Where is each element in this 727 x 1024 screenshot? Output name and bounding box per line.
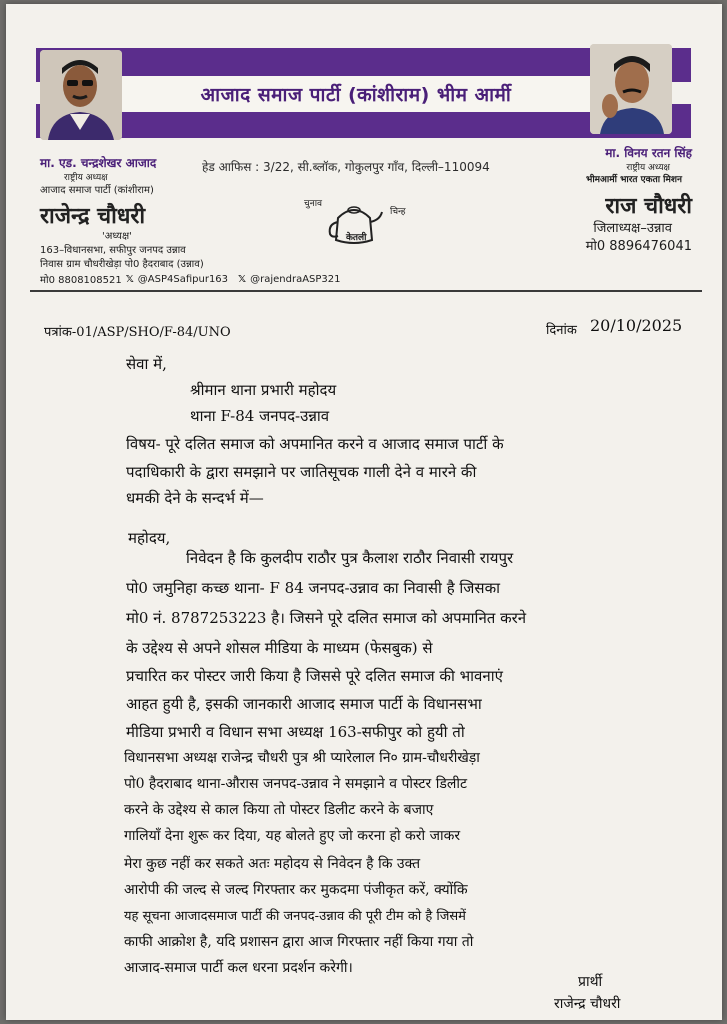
body-line: मीडिया प्रभारी व विधान सभा अध्यक्ष 163-सफीपुर को हुयी तो [126,723,465,741]
sender-name: राजेन्द्र चौधरी [40,204,146,229]
closing: प्रार्थी [578,974,603,990]
body-line: आजाद-समाज पार्टी कल धरना प्रदर्शन करेगी। [124,960,353,976]
body-line: आहत हुयी है, इसकी जानकारी आजाद समाज पार्टी के विधानसभा [126,695,482,713]
left-person-name: मा. एड. चन्द्रशेखर आजाद [40,156,157,170]
left-person-org: आजाद समाज पार्टी (कांशीराम) [40,185,154,196]
body-line: निवेदन है कि कुलदीप राठौर पुत्र कैलाश राठौर निवासी रायपुर [186,549,514,567]
district-president-title: जिलाध्यक्ष–उन्नाव [593,221,672,236]
left-person-role: राष्ट्रीय अध्यक्ष [64,173,108,183]
symbol-name: केतली [346,233,367,243]
date-label: दिनांक [546,323,577,338]
salutation: सेवा में, [126,355,167,373]
body-line: गालियाँ देना शुरू कर दिया, यह बोलते हुए जो करना हो करो जाकर [124,828,461,844]
symbol-label-right: चिन्ह [390,207,406,217]
body-line: पो0 जमुनिहा कच्छ थाना- F 84 जनपद-उन्नाव का निवासी है जिसका [126,579,500,597]
x-logo-icon: 𝕏 [238,273,247,285]
recipient-line-2: थाना F-84 जनपद-उन्नाव [190,407,330,425]
subject-line-3: धमकी देने के सन्दर्भ में— [126,489,264,507]
right-leader-photo [590,44,672,134]
sender-title: 'अध्यक्ष' [102,231,132,242]
sender-handle-2: @rajendraASP321 [250,273,341,285]
district-president-name: राज चौधरी [605,194,692,219]
body-line: करने के उद्देश्य से काल किया तो पोस्टर डिलीट करने के बजाए [124,802,434,818]
sender-contact-row [40,272,341,286]
right-person-name: मा. विनय रतन सिंह [605,146,692,160]
body-line: यह सूचना आजादसमाज पार्टी की जनपद-उन्नाव की पूरी टीम को है जिसमें [124,909,466,924]
body-line: प्रचारित कर पोस्टर जारी किया है जिससे पूरे दलित समाज की भावनाएं [126,667,503,685]
body-line: के उद्देश्य से अपने शोसल मीडिया के माध्यम (फेसबुक) से [126,639,433,657]
signature: राजेन्द्र चौधरी [554,996,621,1012]
right-person-org: भीमआर्मी भारत एकता मिशन [586,175,682,185]
body-line: मेरा कुछ नहीं कर सकते अतः महोदय से निवेदन है कि उक्त [124,856,421,872]
party-title: आजाद समाज पार्टी (कांशीराम) भीम आर्मी [112,76,600,112]
subject-line-2: पदाधिकारी के द्वारा समझाने पर जातिसूचक गाली देने व मारने की [126,463,477,481]
reference-number: पत्रांक-01/ASP/SHO/F-84/UNO [44,325,231,340]
body-line: विधानसभा अध्यक्ष राजेन्द्र चौधरी पुत्र श्री प्यारेलाल नि० ग्राम-चौधरीखेड़ा [124,750,480,766]
body-line: काफी आक्रोश है, यदि प्रशासन द्वारा आज गिरफ्तार नहीं किया गया तो [124,934,474,950]
district-president-mobile: मो0 8896476041 [585,239,692,254]
sender-mobile: मो0 8808108521 [40,275,122,286]
greeting: महोदय, [128,529,171,547]
sender-constituency: 163–विधानसभा, सफीपुर जनपद उन्नाव [40,245,186,256]
right-person-role: राष्ट्रीय अध्यक्ष [626,163,670,173]
header-divider [30,290,702,292]
sender-handle-1: @ASP4Safipur163 [137,273,229,285]
letter-page [6,4,722,1020]
body-line: मो0 नं. 8787253223 है। जिसने पूरे दलित समाज को अपमानित करने [126,609,527,627]
recipient-line-1: श्रीमान थाना प्रभारी महोदय [190,381,337,399]
x-logo-icon: 𝕏 [125,273,134,285]
head-office-address: हेड आफिस : 3/22, सी.ब्लॉक, गोकुलपुर गाँव, दिल्ली–110094 [202,160,490,174]
subject-line-1: विषय- पूरे दलित समाज को अपमानित करने व आजाद समाज पार्टी के [126,435,504,453]
letter-date: 20/10/2025 [590,316,683,335]
body-line: आरोपी की जल्द से जल्द गिरफ्तार कर मुकदमा पंजीकृत करें, क्योंकि [124,882,468,898]
symbol-label-left: चुनाव [304,199,323,209]
body-line: पो0 हैदराबाद थाना-औरास जनपद-उन्नाव ने समझाने व पोस्टर डिलीट [124,776,467,792]
sender-address: निवास ग्राम चौधरीखेड़ा पो0 हैदराबाद (उन्नाव) [40,259,204,270]
left-leader-photo [40,50,122,140]
